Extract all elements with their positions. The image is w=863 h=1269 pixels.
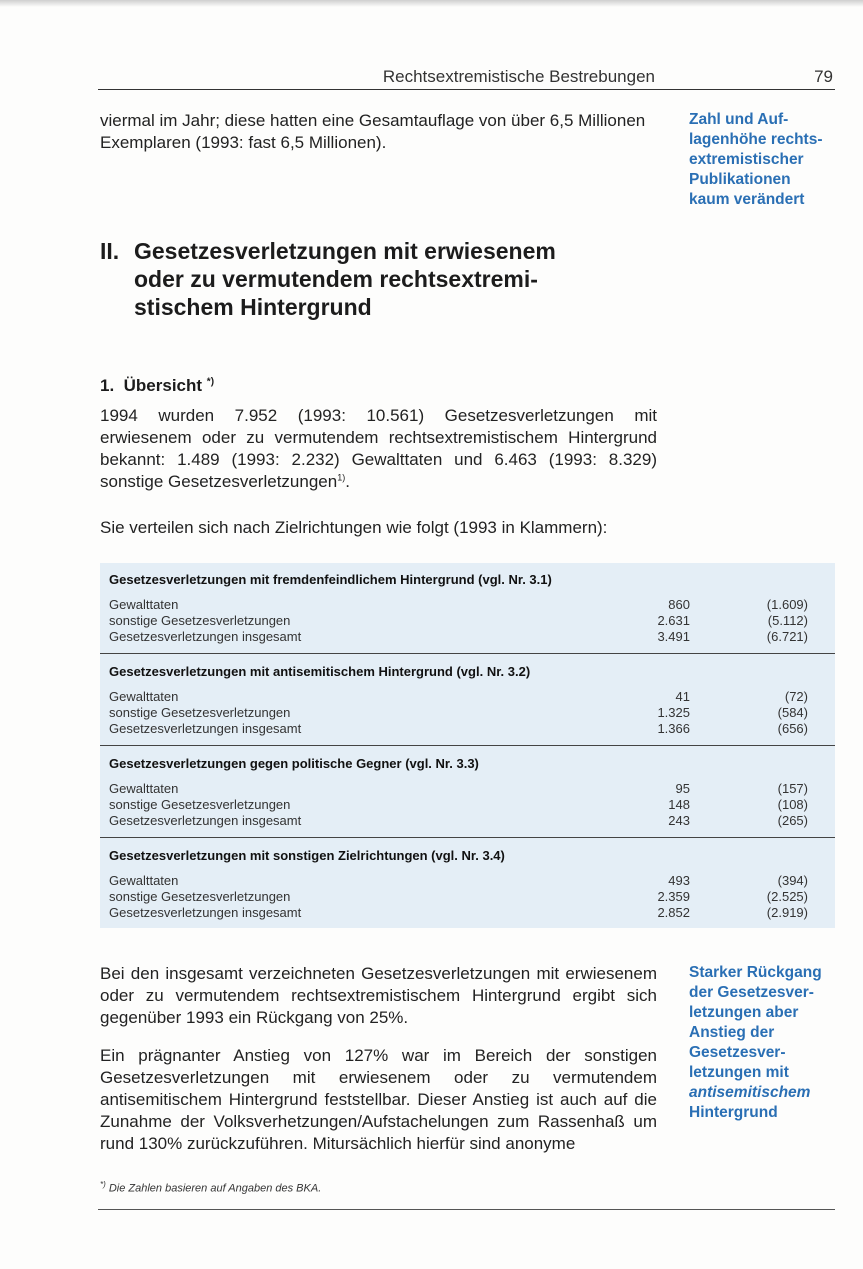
table-row bbox=[100, 797, 835, 813]
table-row bbox=[100, 781, 835, 797]
footnote bbox=[100, 1180, 321, 1195]
subsection-footnote-marker: *) bbox=[206, 376, 215, 388]
table-row bbox=[100, 873, 835, 889]
table-row bbox=[100, 813, 835, 829]
sidenote-line: kaum verändert bbox=[689, 191, 805, 208]
sidenote-line: der Gesetzesver- bbox=[689, 984, 814, 1001]
row-previous-year: (108) bbox=[777, 797, 808, 812]
subsection-number: 1. bbox=[100, 376, 115, 395]
intro-paragraph: viermal im Jahr; diese hatten eine Gesamtauflage von über 6,5 Millionen Exemplaren (1993: fast 6,5 Millionen). bbox=[100, 111, 646, 152]
sidenote-line: Hintergrund bbox=[689, 1104, 778, 1121]
group-title: Gesetzesverletzungen gegen politische Gegner (vgl. Nr. 3.3) bbox=[109, 756, 479, 771]
row-previous-year: (6.721) bbox=[766, 629, 808, 644]
sidenote-line: extremistischer bbox=[689, 151, 804, 168]
running-title: Rechtsextremistische Bestrebungen bbox=[382, 67, 655, 86]
row-previous-year: (2.919) bbox=[766, 905, 808, 920]
distribution-intro: Sie verteilen sich nach Zielrichtungen wie folgt (1993 in Klammern): bbox=[100, 518, 608, 537]
section-title-line: stischem Hintergrund bbox=[134, 294, 372, 320]
row-label: sonstige Gesetzesverletzungen bbox=[109, 613, 291, 628]
row-value: 1.325 bbox=[657, 705, 690, 720]
sidenote-line: letzungen mit bbox=[689, 1064, 789, 1081]
sidenote-line: Starker Rückgang bbox=[689, 964, 822, 981]
table-row bbox=[100, 705, 835, 721]
row-value: 2.631 bbox=[657, 613, 690, 628]
row-value: 2.852 bbox=[657, 905, 690, 920]
page-header bbox=[98, 67, 835, 90]
table-row bbox=[100, 613, 835, 629]
row-value: 41 bbox=[675, 689, 690, 704]
row-previous-year: (2.525) bbox=[766, 889, 808, 904]
row-label: sonstige Gesetzesverletzungen bbox=[109, 705, 291, 720]
row-label: Gesetzesverletzungen insgesamt bbox=[109, 721, 302, 736]
row-previous-year: (584) bbox=[777, 705, 808, 720]
sidenote-publications bbox=[689, 110, 839, 210]
page-top-shadow bbox=[0, 0, 863, 7]
group-title: Gesetzesverletzungen mit sonstigen Zielrichtungen (vgl. Nr. 3.4) bbox=[109, 848, 505, 863]
group-title: Gesetzesverletzungen mit antisemitischem Hintergrund (vgl. Nr. 3.2) bbox=[109, 664, 531, 679]
row-previous-year: (1.609) bbox=[766, 597, 808, 612]
row-previous-year: (5.112) bbox=[767, 613, 808, 628]
row-label: Gesetzesverletzungen insgesamt bbox=[109, 629, 302, 644]
overview-text: 1994 wurden 7.952 (1993: 10.561) Gesetzesverletzungen mit erwiesenem oder zu vermutendem rechtsextremistischem Hintergrund bekannt: 1.489 (1993: 2.232) Gewalttaten und 6.463 (1993: 8.329) sonstige Gesetzesverletzungen bbox=[100, 406, 657, 491]
subsection-title: Übersicht bbox=[123, 376, 203, 395]
footer-rule bbox=[98, 1209, 835, 1210]
row-value: 148 bbox=[668, 797, 690, 812]
table-row bbox=[100, 889, 835, 905]
table-group-antisemitic bbox=[100, 655, 835, 746]
decline-paragraph: Bei den insgesamt verzeichneten Gesetzesverletzungen mit erwiesenem oder zu vermutendem rechtsextremistischem Hintergrund ergibt sich gegenüber 1993 ein Rückgang von 25%. bbox=[100, 964, 657, 1027]
row-value: 2.359 bbox=[657, 889, 690, 904]
row-previous-year: (72) bbox=[784, 689, 808, 704]
section-number: II. bbox=[100, 238, 120, 264]
increase-paragraph: Ein prägnanter Anstieg von 127% war im Bereich der sonstigen Gesetzesverletzungen mit erwiesenem oder zu vermutendem antisemitischem Hintergrund feststellbar. Dieser Anstieg ist auch auf die Zunahme der Volksverhetzungen/Aufstachelungen zum Rassenhaß um rund 130% zurückzuführen. Mitursächlich hierfür sind anonyme bbox=[100, 1046, 657, 1153]
table-row bbox=[100, 597, 835, 613]
sidenote-line: Anstieg der bbox=[689, 1024, 775, 1041]
row-label: Gesetzesverletzungen insgesamt bbox=[109, 905, 302, 920]
row-value: 860 bbox=[668, 597, 690, 612]
table-row bbox=[100, 721, 835, 737]
table-group-xenophobic bbox=[100, 563, 835, 654]
row-previous-year: (265) bbox=[777, 813, 808, 828]
row-label: sonstige Gesetzesverletzungen bbox=[109, 797, 291, 812]
row-value: 95 bbox=[675, 781, 690, 796]
row-value: 3.491 bbox=[657, 629, 690, 644]
table-row bbox=[100, 689, 835, 705]
sidenote-line: Publikationen bbox=[689, 171, 791, 188]
table-group-other bbox=[100, 839, 835, 929]
sidenote-decline bbox=[689, 963, 839, 1123]
overview-end: . bbox=[345, 472, 350, 491]
section-title bbox=[134, 237, 654, 321]
table-group-political-opponents bbox=[100, 747, 835, 838]
table-row bbox=[100, 905, 835, 921]
footnote-marker: *) bbox=[100, 1180, 106, 1189]
row-label: Gewalttaten bbox=[109, 689, 179, 704]
overview-paragraph bbox=[100, 405, 657, 493]
statistics-table bbox=[100, 563, 835, 928]
sidenote-line: Zahl und Auf- bbox=[689, 111, 789, 128]
page-number: 79 bbox=[814, 67, 833, 86]
sidenote-line: Gesetzesver- bbox=[689, 1044, 786, 1061]
table-row bbox=[100, 629, 835, 645]
section-title-line: Gesetzesverletzungen mit erwiesenem bbox=[134, 238, 556, 264]
sidenote-line: lagenhöhe rechts- bbox=[689, 131, 823, 148]
subsection-heading bbox=[100, 376, 214, 396]
row-label: Gewalttaten bbox=[109, 597, 179, 612]
row-previous-year: (157) bbox=[777, 781, 808, 796]
row-previous-year: (394) bbox=[777, 873, 808, 888]
row-value: 1.366 bbox=[657, 721, 690, 736]
row-value: 493 bbox=[668, 873, 690, 888]
row-label: sonstige Gesetzesverletzungen bbox=[109, 889, 291, 904]
row-label: Gewalttaten bbox=[109, 873, 179, 888]
section-title-line: oder zu vermutendem rechtsextremi- bbox=[134, 266, 538, 292]
sidenote-line: letzungen aber bbox=[689, 1004, 799, 1021]
footnote-reference: 1) bbox=[337, 472, 346, 483]
sidenote-line-italic: antisemitischem bbox=[689, 1084, 811, 1101]
row-previous-year: (656) bbox=[777, 721, 808, 736]
footnote-text: Die Zahlen basieren auf Angaben des BKA. bbox=[108, 1182, 322, 1195]
row-label: Gewalttaten bbox=[109, 781, 179, 796]
row-label: Gesetzesverletzungen insgesamt bbox=[109, 813, 302, 828]
group-title: Gesetzesverletzungen mit fremdenfeindlichem Hintergrund (vgl. Nr. 3.1) bbox=[109, 572, 552, 587]
row-value: 243 bbox=[668, 813, 690, 828]
